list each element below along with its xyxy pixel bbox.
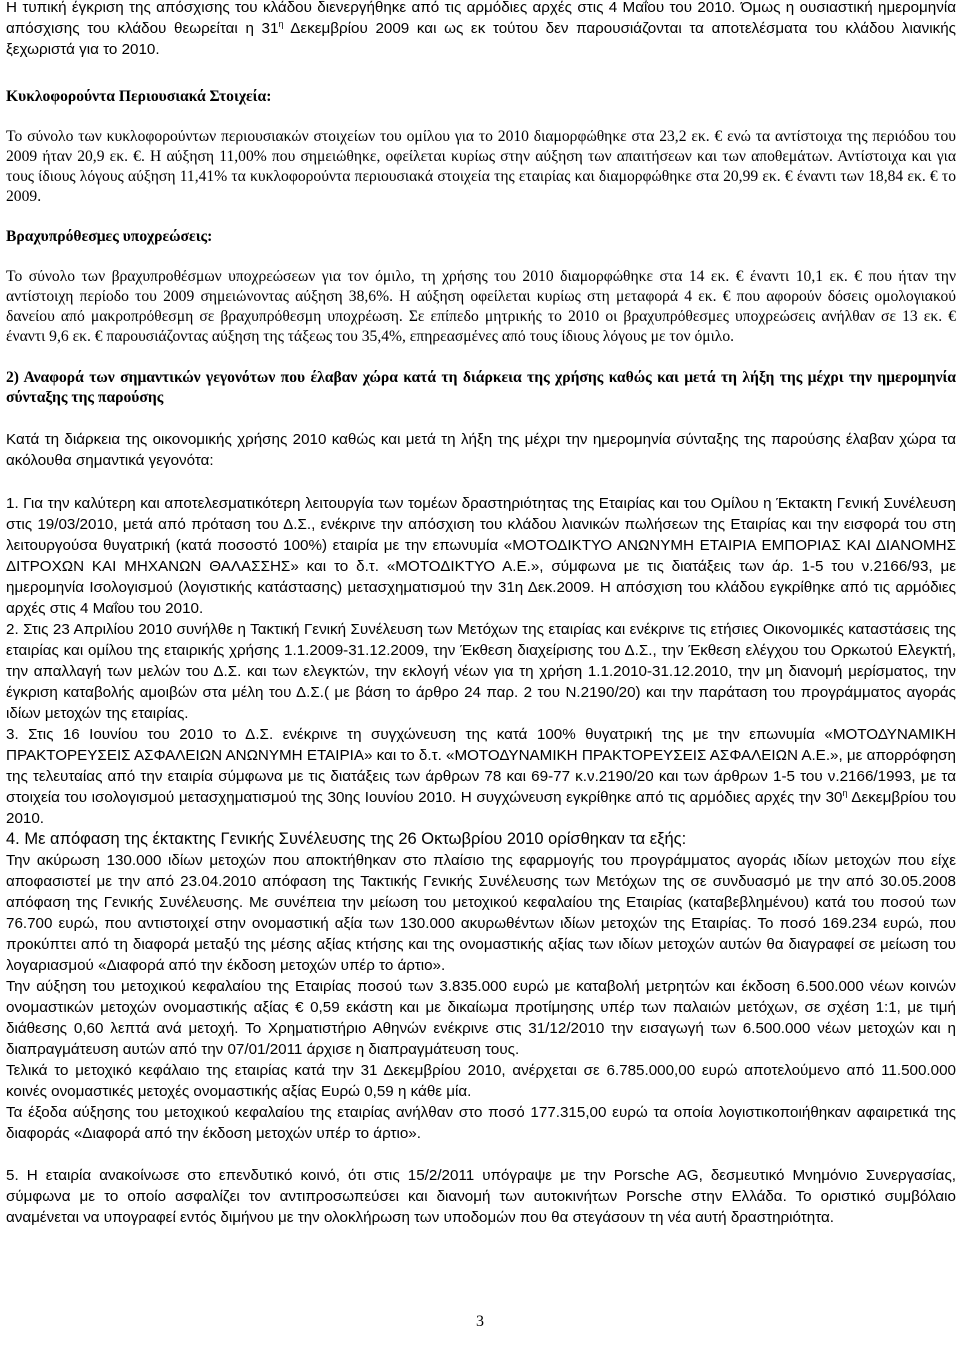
event-3 (6, 724, 956, 829)
event-1: 1. Για την καλύτερη και αποτελεσματικότερη λειτουργία των τομέων δραστηριότητας της Εταιρίας και του Ομίλου η Έκτακτη Γενική Συνέλευση στις 19/03/2010, μετά από πρόταση του Δ.Σ., ενέκρινε την απόσχιση του κλάδου λιανικών πωλήσεων της Εταιρίας και την εισφορά του στη λειτουργούσα θυγατρική (κατά ποσοστό 100%) εταιρία με την επωνυμία «ΜΟΤΟΔΙΚΤΥΟ ΑΝΩΝΥΜΗ ΕΤΑΙΡΙΑ ΕΜΠΟΡΙΑΣ ΚΑΙ ΔΙΑΝΟΜΗΣ ΔΙΤΡΟΧΩΝ ΚΑΙ ΜΗΧΑΝΩΝ ΘΑΛΑΣΣΗΣ» και το δ.τ. «ΜΟΤΟΔΙΚΤΥΟ Α.Ε.», σύμφωνα με τις διατάξεις των άρ. 1-5 του ν.2166/93, με ημερομηνία Ισολογισμού (λογιστικής κατάστασης) μετασχηματισμού την 31η Δεκ.2009. Η απόσχιση του κλάδου εγκρίθηκε από τις αρμόδιες αρχές στις 4 Μαΐου του 2010. (6, 495, 956, 617)
event-3-text-a: 3. Στις 16 Ιουνίου του 2010 το Δ.Σ. ενέκρινε τη συγχώνευση της κατά 100% θυγατρική της με την επωνυμία «ΜΟΤΟΔΥΝΑΜΙΚΗ ΠΡΑΚΤΟΡΕΥΣΕΙΣ ΑΣΦΑΛΕΙΩΝ ΑΝΩΝΥΜΗ ΕΤΑΙΡΙΑ» και το δ.τ. «ΜΟΤΟΔΥΝΑΜΙΚΗ ΠΡΑΚΤΟΡΕΥΣΕΙΣ ΑΣΦΑΛΕΙΩΝ Α.Ε.», με απορρόφηση της τελευταίας από την εταιρία σύμφωνα με τις διατάξεις των άρθρων 78 και 69-77 κ.ν.2190/20 και των άρθρων 1-5 του ν.2166/1993, με τα στοιχεία του ισολογισμού μετασχηματισμού της 30ης Ιουνίου 2010. Η συγχώνευση εγκρίθηκε από τις αρμόδιες αρχές την 30 (6, 726, 956, 806)
current-assets-text: Το σύνολο των κυκλοφορούντων περιουσιακών στοιχείων του ομίλου για το 2010 διαμορφώθηκε στα 23,2 εκ. € ενώ τα αντίστοιχα της περιόδου του 2009 ήταν 20,9 εκ. €. Η αύξηση 11,00% που σημειώθηκε, οφείλεται κυρίως στην αύξηση των απαιτήσεων και των αποθεμάτων. Αντίστοιχα και για τους ίδιους λόγους αύξηση 11,41% τα κυκλοφορούντα περιουσιακά στοιχεία της εταιρίας και διαμορφώθηκε στα 20,99 εκ. € έναντι των 18,84 εκ. € το 2009. (6, 128, 956, 205)
short-term-text: Το σύνολο των βραχυπροθέσμων υποχρεώσεων για τον όμιλο, τη χρήσης του 2010 διαμορφώθηκε στα 14 εκ. € έναντι 10,1 εκ. € που ήταν την αντίστοιχη περίοδο του 2009 σημειώνοντας αύξηση 38,6%. Η αύξηση οφείλεται κυρίως στη μεταφορά 4 εκ. € που αφορούν δόσεις ομολογιακού δανείου από μακροπρόθεσμη σε βραχυπρόθεσμη υποχρέωση. Σε επίπεδο μητρικής το 2010 οι βραχυπρόθεσμες υποχρεώσεις ανήλθαν σε 13 εκ. € έναντι 9,6 εκ. € παρουσιάζοντας αύξηση της τάξεως του 35,4%, επηρεασμένες από τους ίδιους λόγους με τον όμιλο. (6, 268, 956, 345)
intro-text-a: Η τυπική έγκριση της απόσχισης του κλάδου διενεργήθηκε από τις αρμόδιες αρχές στις 4 Μαΐου του 2010. Όμως η ουσιαστική ημερομηνία απόσχισης του κλάδου θεωρείται η 31 (6, 0, 956, 37)
document-page (6, 0, 956, 1228)
page-number: 3 (476, 1313, 484, 1330)
event-2: 2. Στις 23 Απριλίου 2010 συνήλθε η Τακτική Γενική Συνέλευση των Μετόχων της εταιρίας και ενέκρινε τις ετήσιες Οικονομικές καταστάσεις της εταιρίας και ομίλου της εταιρικής χρήσης 1.1.2009-31.12.2009, την Έκθεση διαχείρισης του Δ.Σ., την Έκθεση ελέγχου του Ορκωτού Ελεγκτή, την απαλλαγή των μελών του Δ.Σ. και των ελεγκτών, την εκλογή νέων για τη χρήση 1.1.2010-31.12.2010, την μη διανομή μερίσματος, την έγκριση καταβολής αμοιβών στα μέλη του Δ.Σ.( με βάση το άρθρο 24 παρ. 2 του Ν.2190/20) και την παράταση του προγράμματος αγοράς ιδίων μετοχών της εταιρίας. (6, 621, 956, 722)
event-4-paragraph-4: Τα έξοδα αύξησης του μετοχικού κεφαλαίου της εταιρίας ανήλθαν στο ποσό 177.315,00 ευρώ τα οποία λογιστικοποιήθηκαν αφαιρετικά της διαφοράς «Διαφορά από την έκδοση μετοχών υπέρ το άρτιο». (6, 1104, 956, 1142)
section2-title: 2) Αναφορά των σημαντικών γεγονότων που έλαβαν χώρα κατά τη διάρκεια της χρήσης καθώς και μετά τη λήξη της μέχρι την ημερομηνία σύνταξης της παρούσης (6, 369, 956, 406)
current-assets-heading: Κυκλοφορούντα Περιουσιακά Στοιχεία: (6, 88, 272, 105)
event-4-paragraph-1: Την ακύρωση 130.000 ιδίων μετοχών που αποκτήθηκαν στο πλαίσιο της εφαρμογής του προγράμματος αγοράς ιδίων μετοχών που είχε αποφασιστεί με την από 23.04.2010 απόφαση της Τακτικής Γενικής Συνέλευσης των Μετόχων της σε συνδυασμό με την από 30.05.2008 απόφαση της Γενικής Συνέλευσης. Με συνέπεια την μείωση του μετοχικού κεφαλαίου της Εταιρίας (καταβεβλημένου) κατά του ποσού των 76.700 ευρώ, που αντιστοιχεί στην ονομαστική αξία των 130.000 ακυρωθέντων ιδίων μετοχών της Εταιρίας. Το ποσό 169.234 ευρώ, που προκύπτει από τη διαφορά μεταξύ της μέσης αξίας κτήσης και της ονομαστικής αξίας των ιδίων μετοχών αυτών θα διαγραφεί σε μείωση του λογαριασμού «Διαφορά από την έκδοση μετοχών υπέρ το άρτιο». (6, 852, 956, 974)
intro-text-b: Δεκεμβρίου 2009 και ως εκ τούτου δεν παρουσιάζονται τα αποτελέσματα του κλάδου λιανικής ξεχωριστά για το 2010. (6, 20, 956, 58)
event-5: 5. Η εταιρία ανακοίνωσε στο επενδυτικό κοινό, ότι στις 15/2/2011 υπόγραψε με την Porsche AG, δεσμευτικό Μνημόνιο Συνεργασίας, σύμφωνα με το οποίο ασφαλίζει τον αντιπροσωπεύσει και διανομή των αυτοκινήτων Porsche στην Ελλάδα. Το οριστικό συμβόλαιο αναμένεται να υπογραφεί εντός διμήνου με την ολοκλήρωση των υποδομών που θα στεγάσουν τη νέα αυτή δραστηριότητα. (6, 1167, 956, 1226)
event-4-paragraph-3: Τελικά το μετοχικό κεφάλαιο της εταιρίας κατά την 31 Δεκεμβρίου 2010, ανέρχεται σε 6.785.000,00 ευρώ αποτελούμενο από 11.500.000 κοινές ονομαστικές μετοχές ονομαστικής αξίας Ευρώ 0,59 η κάθε μία. (6, 1062, 956, 1100)
short-term-heading: Βραχυπρόθεσμες υποχρεώσεις: (6, 228, 213, 245)
event-4-title: 4. Με απόφαση της έκτακτης Γενικής Συνέλευσης της 26 Οκτωβρίου 2010 ορίσθηκαν τα εξής: (6, 830, 687, 848)
superscript: η (278, 18, 284, 29)
event-4-paragraph-2: Την αύξηση του μετοχικού κεφαλαίου της Εταιρίας ποσού των 3.835.000 ευρώ με καταβολή μετρητών και έκδοση 6.500.000 νέων κοινών ονομαστικών μετοχών ονομαστικής αξίας € 0,59 εκάστη και με δικαίωμα προτίμησης υπέρ των παλαιών μετόχων, σε σχέση 1:1, με τιμή διάθεσης 0,60 λεπτά ανά μετοχή. Το Χρηματιστήριο Αθηνών ενέκρινε στις 31/12/2010 την εισαγωγή των 6.500.000 νέων μετοχών και η διαπραγμάτευση αυτών από την 07/01/2011 άρχισε η διαπραγμάτευση τους. (6, 978, 956, 1058)
section2-intro: Κατά τη διάρκεια της οικονομικής χρήσης 2010 καθώς και μετά τη λήξη της μέχρι την ημερομηνία σύνταξης της παρούσης έλαβαν χώρα τα ακόλουθα σημαντικά γεγονότα: (6, 431, 956, 469)
superscript: η (842, 787, 848, 798)
intro-paragraph (6, 0, 956, 60)
event-3-text-b: Δεκεμβρίου του 2010. (6, 789, 956, 827)
